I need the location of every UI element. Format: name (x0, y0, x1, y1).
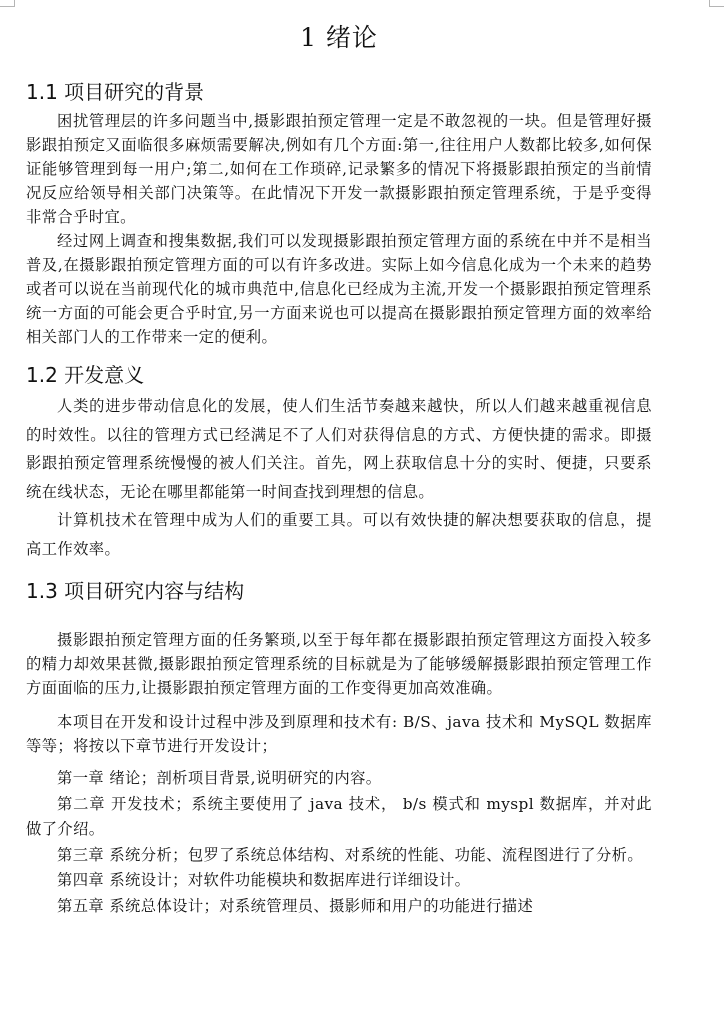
paragraph: 计算机技术在管理中成为人们的重要工具。可以有效快捷的解决想要获取的信息，提高工作效率。 (26, 511, 652, 558)
page-corner-mark-left (0, 0, 15, 7)
paragraph: 经过网上调查和搜集数据,我们可以发现摄影跟拍预定管理方面的系统在中并不是相当普及,在摄影跟拍预定管理方面的可以有许多改进。实际上如今信息化成为一个未来的趋势或者可以说在当前现代化的城市典范中,信息化已经成为主流,开发一个摄影跟拍预定管理系统一方面的可能会更合乎时宜,另一方面来说也可以提高在摄影跟拍预定管理方面的效率给相关部门人的工作带来一定的便利。 (26, 232, 652, 346)
chapter-title: 1 绪论 (300, 23, 378, 52)
chapter-outline-item: 第四章 系统设计；对软件功能模块和数据库进行详细设计。 (57, 871, 471, 889)
chapter-outline-item: 第三章 系统分析；包罗了系统总体结构、对系统的性能、功能、流程图进行了分析。 (57, 845, 644, 864)
page-corner-mark-right (709, 0, 724, 7)
section-body-significance (26, 392, 652, 563)
chapter-outline-item: 第一章 绪论；剖析项目背景,说明研究的内容。 (57, 769, 382, 787)
section-heading-significance: 1.2 开发意义 (26, 363, 145, 387)
paragraph: 本项目在开发和设计过程中涉及到原理和技术有: B/S、java 技术和 MySQL 数据库等等；将按以下章节进行开发设计； (26, 713, 652, 755)
paragraph: 人类的进步带动信息化的发展，使人们生活节奏越来越快，所以人们越来越重视信息的时效性。以往的管理方式已经满足不了人们对获得信息的方式、方便快捷的需求。即摄影跟拍预定管理系统慢慢的被人们关注。首先，网上获取信息十分的实时、便捷，只要系统在线状态，无论在哪里都能第一时间查找到理想的信息。 (26, 397, 652, 501)
chapter-outline-list (26, 766, 652, 919)
section-heading-content-structure: 1.3 项目研究内容与结构 (26, 579, 245, 603)
paragraph: 摄影跟拍预定管理方面的任务繁琐,以至于每年都在摄影跟拍预定管理这方面投入较多的精力却效果甚微,摄影跟拍预定管理系统的目标就是为了能够缓解摄影跟拍预定管理工作方面面临的压力,让摄影跟拍预定管理方面的工作变得更加高效准确。 (26, 631, 652, 697)
chapter-outline-item: 第五章 系统总体设计；对系统管理员、摄影师和用户的功能进行描述 (57, 896, 534, 915)
section-heading-background: 1.1 项目研究的背景 (26, 80, 205, 104)
paragraph: 困扰管理层的许多问题当中,摄影跟拍预定管理一定是不敢忽视的一块。但是管理好摄影跟拍预定又面临很多麻烦需要解决,例如有几个方面:第一,往往用户人数都比较多,如何保证能够管理到每一用户;第二,如何在工作琐碎,记录繁多的情况下将摄影跟拍预定的当前情况反应给领导相关部门决策等。在此情况下开发一款摄影跟拍预定管理系统，于是乎变得非常合乎时宜。 (26, 112, 652, 226)
chapter-outline-item: 第二章 开发技术；系统主要使用了 java 技术， b/s 模式和 myspl 数据库，并对此做了介绍。 (26, 794, 652, 838)
document-page (26, 18, 652, 919)
